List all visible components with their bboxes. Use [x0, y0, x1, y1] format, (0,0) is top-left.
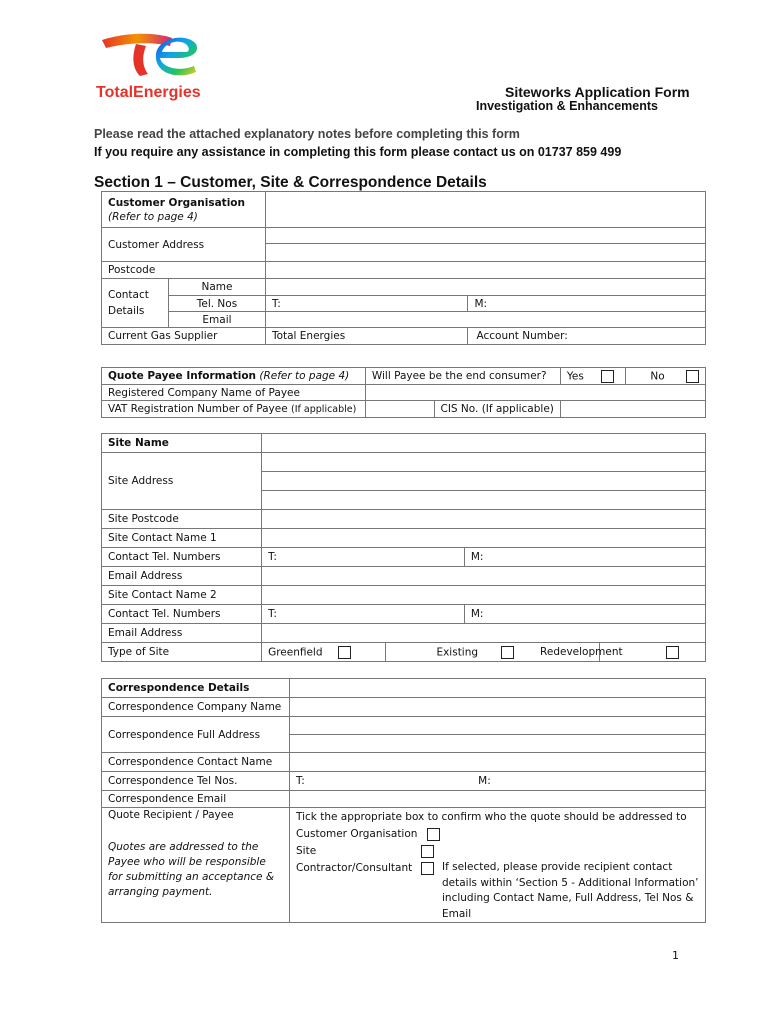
greenfield-label: Greenfield: [268, 646, 323, 658]
vat-label-cell: [102, 401, 366, 418]
yes-option[interactable]: [560, 368, 625, 385]
t-label: T:: [268, 551, 277, 563]
explanatory-note: Please read the attached explanatory notes before completing this form: [94, 127, 520, 141]
yes-label: Yes: [566, 370, 584, 382]
contact-label-2: Details: [108, 305, 145, 317]
site-name-label: Site Name: [102, 434, 262, 453]
quote-recipient-options: [290, 808, 706, 923]
site-contact-2-field[interactable]: [262, 586, 706, 605]
option-site-checkbox[interactable]: [421, 845, 434, 858]
site-contact-2-label: Site Contact Name 2: [102, 586, 262, 605]
contact-tel-t-field[interactable]: [265, 296, 468, 312]
site-address-field-2[interactable]: [262, 472, 706, 491]
customer-org-ref: (Refer to page 4): [108, 210, 198, 223]
correspondence-company-field[interactable]: [290, 698, 706, 717]
t-label: T:: [271, 297, 281, 310]
assistance-note: If you require any assistance in completing this form please contact us on 01737 859 499: [94, 145, 622, 159]
site-type-label: Type of Site: [102, 643, 262, 662]
registered-company-label: Registered Company Name of Payee: [102, 385, 366, 401]
m-label: M:: [474, 297, 488, 310]
customer-org-label-cell: [102, 192, 266, 228]
contact-tel-label: Tel. Nos: [168, 296, 265, 312]
quote-recipient-cell: [102, 808, 290, 923]
site-contact-1-label: Site Contact Name 1: [102, 529, 262, 548]
gas-supplier-value[interactable]: Total Energies: [265, 328, 468, 345]
customer-org-label: Customer Organisation: [108, 196, 245, 209]
redevelopment-label: Redevelopment: [540, 646, 623, 658]
account-number-field[interactable]: [468, 328, 706, 345]
payee-info-label-cell: [102, 368, 366, 385]
correspondence-header-field[interactable]: [290, 679, 706, 698]
m-label: M:: [470, 551, 484, 563]
greenfield-checkbox[interactable]: [338, 646, 351, 659]
correspondence-address-field-1[interactable]: [290, 717, 706, 735]
site-email-1-field[interactable]: [262, 567, 706, 586]
site-address-field-3[interactable]: [262, 491, 706, 510]
correspondence-email-field[interactable]: [290, 791, 706, 808]
redevelopment-option[interactable]: [540, 643, 706, 662]
m-label: M:: [478, 775, 491, 787]
vat-note: (If applicable): [291, 404, 357, 415]
no-checkbox[interactable]: [686, 370, 699, 383]
no-option[interactable]: [626, 368, 706, 385]
site-tel-1-label: Contact Tel. Numbers: [102, 548, 262, 567]
site-table: [101, 433, 706, 662]
contact-tel-m-field[interactable]: [468, 296, 706, 312]
site-name-field[interactable]: [262, 434, 706, 453]
correspondence-address-label: Correspondence Full Address: [102, 717, 290, 753]
correspondence-address-field-2[interactable]: [290, 735, 706, 753]
cis-field[interactable]: [560, 401, 705, 418]
option-site-label: Site: [296, 845, 317, 857]
correspondence-email-label: Correspondence Email: [102, 791, 290, 808]
totalenergies-logo: [96, 26, 206, 101]
site-postcode-label: Site Postcode: [102, 510, 262, 529]
payee-info-label: Quote Payee Information: [108, 370, 257, 382]
correspondence-table: [101, 678, 706, 923]
contact-email-label: Email: [168, 312, 265, 328]
t-label: T:: [296, 775, 305, 787]
registered-company-field[interactable]: [365, 385, 705, 401]
vat-label: VAT Registration Number of Payee: [108, 403, 288, 415]
payee-note: Quotes are addressed to the Payee who will be responsible for submitting an acceptance & arranging payment.: [108, 841, 275, 898]
form-subtitle: Investigation & Enhancements: [476, 99, 658, 113]
site-tel-1-m-field[interactable]: [464, 548, 705, 567]
cis-label: CIS No. (If applicable): [434, 401, 560, 418]
payee-table: [101, 367, 706, 418]
end-consumer-question: Will Payee be the end consumer?: [365, 368, 560, 385]
account-number-label: Account Number:: [476, 330, 568, 342]
customer-postcode-field[interactable]: [265, 262, 705, 279]
option-site-row[interactable]: [296, 843, 699, 860]
correspondence-company-label: Correspondence Company Name: [102, 698, 290, 717]
customer-table: [101, 191, 706, 345]
vat-field[interactable]: [365, 401, 434, 418]
customer-address-field-2[interactable]: [265, 244, 705, 262]
redevelopment-checkbox[interactable]: [666, 646, 679, 659]
payee-info-ref: (Refer to page 4): [259, 370, 350, 382]
option-contractor-row[interactable]: [296, 860, 699, 920]
option-customer-label: Customer Organisation: [296, 828, 418, 840]
no-label: No: [650, 370, 665, 382]
correspondence-header: Correspondence Details: [102, 679, 290, 698]
gas-supplier-label: Current Gas Supplier: [102, 328, 266, 345]
existing-checkbox[interactable]: [501, 646, 514, 659]
site-email-2-label: Email Address: [102, 624, 262, 643]
contact-name-field[interactable]: [265, 279, 705, 296]
option-contractor-checkbox[interactable]: [421, 862, 434, 875]
contact-email-field[interactable]: [265, 312, 705, 328]
site-address-field-1[interactable]: [262, 453, 706, 472]
site-contact-1-field[interactable]: [262, 529, 706, 548]
site-email-2-field[interactable]: [262, 624, 706, 643]
customer-postcode-label: Postcode: [102, 262, 266, 279]
customer-address-field-1[interactable]: [265, 228, 705, 244]
site-email-1-label: Email Address: [102, 567, 262, 586]
option-customer-row[interactable]: [296, 826, 699, 843]
form-title: Siteworks Application Form: [505, 84, 690, 100]
site-postcode-field[interactable]: [262, 510, 706, 529]
correspondence-contact-field[interactable]: [290, 753, 706, 772]
site-tel-1-t-field[interactable]: [262, 548, 465, 567]
section-1-title: Section 1 – Customer, Site & Correspondence Details: [94, 174, 487, 191]
site-tel-2-label: Contact Tel. Numbers: [102, 605, 262, 624]
page-number: 1: [672, 949, 679, 962]
logo-mark-icon: [96, 26, 206, 78]
customer-address-label: Customer Address: [102, 228, 266, 262]
quote-recipient-label: Quote Recipient / Payee: [108, 809, 234, 821]
contact-label-1: Contact: [108, 289, 149, 301]
correspondence-contact-label: Correspondence Contact Name: [102, 753, 290, 772]
existing-label: Existing: [436, 646, 479, 658]
contact-details-label: [102, 279, 169, 328]
site-tel-2-t-field[interactable]: [262, 605, 465, 624]
option-customer-checkbox[interactable]: [427, 828, 440, 841]
logo-text: TotalEnergies: [96, 84, 201, 101]
greenfield-option[interactable]: [262, 643, 386, 662]
site-address-label: Site Address: [102, 453, 262, 510]
correspondence-tel-field[interactable]: [290, 772, 706, 791]
contractor-note: If selected, please provide recipient contact details within ‘Section 5 - Additional Information’ including Contact Name, Full Address, Tel Nos & Email: [442, 861, 699, 920]
contact-name-label: Name: [168, 279, 265, 296]
option-contractor-label: Contractor/Consultant: [296, 862, 413, 874]
correspondence-tel-label: Correspondence Tel Nos.: [102, 772, 290, 791]
t-label: T:: [268, 608, 277, 620]
site-tel-2-m-field[interactable]: [464, 605, 705, 624]
yes-checkbox[interactable]: [601, 370, 614, 383]
tick-instruction: Tick the appropriate box to confirm who the quote should be addressed to: [296, 811, 687, 823]
m-label: M:: [470, 608, 484, 620]
customer-org-field[interactable]: [265, 192, 705, 228]
